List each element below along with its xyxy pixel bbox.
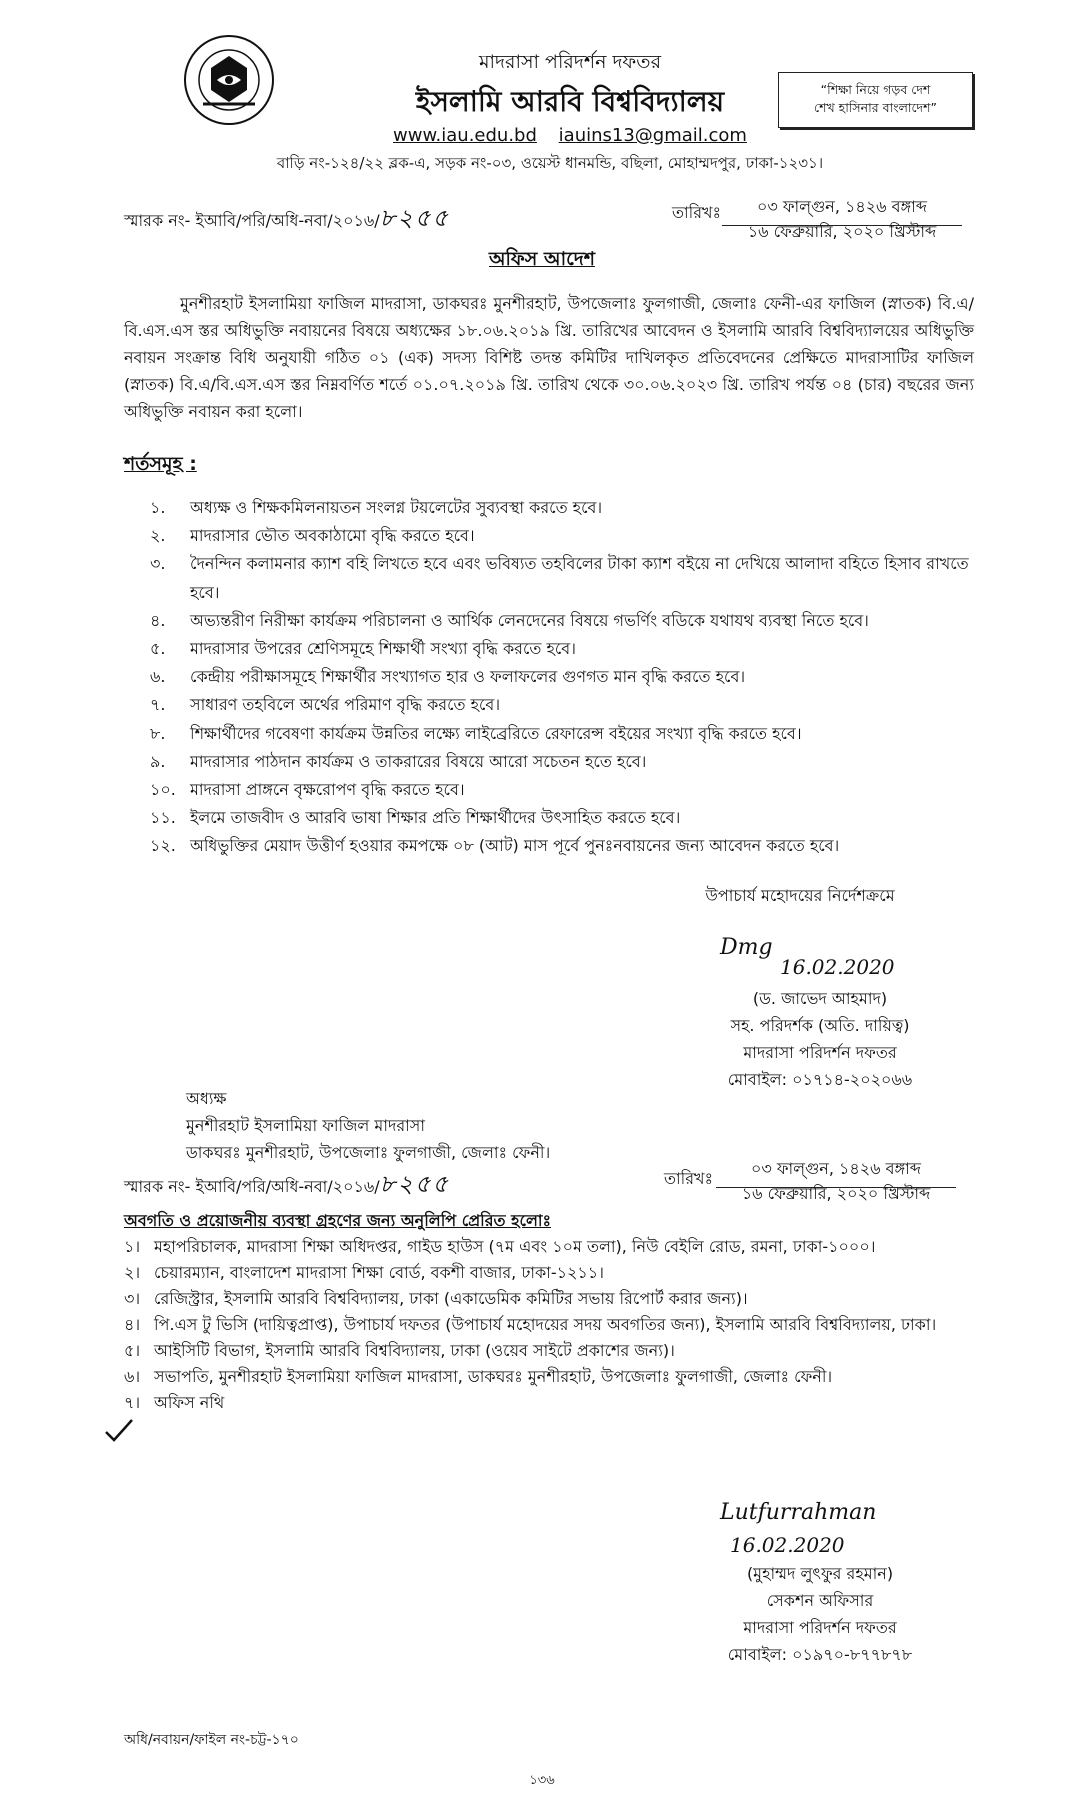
memo-ref-2-label: স্মারক নং- ইআবি/পরি/অধি-নবা/২০১৬/ <box>124 1177 380 1196</box>
memo-2-date-english: ১৬ ফেব্রুয়ারি, ২০২০ খ্রিস্টাব্দ <box>741 1184 931 1203</box>
order-paragraph: মুনশীরহাট ইসলামিয়া ফাজিল মাদরাসা, ডাকঘরঃ মুনশীরহাট, উপজেলাঃ ফুলগাজী, জেলাঃ ফেনী-এর ফাজিল (স্নাতক) বি.এ/বি.এস.এস স্তর অধিভুক্তি নবায়নের বিষয়ে অধ্যক্ষের ১৮.০৬.২০১৯ খ্রি. তারিখের আবেদন ও ইসলামি আরবি বিশ্ববিদ্যালয়ের অধিভুক্তি নবায়ন সংক্রান্ত বিধি অনুযায়ী গঠিত ০১ (এক) সদস্য বিশিষ্ট তদন্ত কমিটির দাখিলকৃত প্রতিবেদনের প্রেক্ষিতে মাদরাসাটির ফাজিল (স্নাতক) বি.এ/বি.এস.এস স্তর নিম্নবর্ণিত শর্তে ০১.০৭.২০১৯ খ্রি. তারিখ থেকে ৩০.০৬.২০২৩ খ্রি. তারিখ পর্যন্ত ০৪ (চার) বছরের জন্য অধিভুক্তি নবায়ন করা হলো। <box>124 294 974 421</box>
signatory-2-mobile: মোবাইল: ০১৯৭০-৮৭৭৮৭৮ <box>727 1645 913 1664</box>
slogan-box <box>778 72 973 128</box>
signatory-1-mobile: মোবাইল: ০১৭১৪-২০২০৬৬ <box>727 1070 913 1089</box>
list-item: ৬। সভাপতি, মুনশীরহাট ইসলামিয়া ফাজিল মাদরাসা, ডাকঘরঃ মুনশীরহাট, উপজেলাঃ ফুলগাজী, জেলাঃ ফেনী। <box>124 1367 833 1386</box>
memo-date-label: তারিখঃ <box>672 203 722 222</box>
conditions-list <box>150 494 980 861</box>
signatory-1-name: (ড. জাভেদ আহমাদ) <box>752 989 888 1008</box>
signatory-1-designation: সহ. পরিদর্শক (অতি. দায়িত্ব) <box>730 1016 910 1035</box>
memo-ref-2 <box>124 1166 450 1206</box>
recipient-address: ডাকঘরঃ মুনশীরহাট, উপজেলাঃ ফুলগাজী, জেলাঃ ফেনী। <box>186 1143 551 1162</box>
copy-heading: অবগতি ও প্রয়োজনীয় ব্যবস্থা গ্রহণের জন্য অনুলিপি প্রেরিত হলোঃ <box>124 1211 552 1230</box>
list-item: ৫। আইসিটি বিভাগ, ইসলামি আরবি বিশ্ববিদ্যালয়, ঢাকা (ওয়েব সাইটে প্রকাশের জন্য)। <box>124 1341 675 1360</box>
list-item: ৭. সাধারণ তহবিলে অর্থের পরিমাণ বৃদ্ধি করতে হবে। <box>150 695 501 715</box>
memo-ref-2-number: ৮২৫৫ <box>379 1170 450 1198</box>
memo-ref-number: ৮২৫৫ <box>379 204 450 232</box>
list-item: ৭। অফিস নথি <box>124 1393 225 1412</box>
signatory-1-office: মাদরাসা পরিদর্শন দফতর <box>743 1043 897 1062</box>
signatory-2-office: মাদরাসা পরিদর্শন দফতর <box>743 1618 897 1637</box>
memo-ref <box>124 200 450 240</box>
website-link[interactable]: www.iau.edu.bd <box>393 125 537 146</box>
recipient-title: অধ্যক্ষ <box>186 1089 227 1108</box>
copy-list <box>124 1234 974 1416</box>
list-item: ১. অধ্যক্ষ ও শিক্ষকমিলনায়তন সংলগ্ন টয়লেটের সুব্যবস্থা করতে হবে। <box>150 498 603 517</box>
office-name: মাদরাসা পরিদর্শন দফতর <box>478 51 662 73</box>
list-item: ৮. শিক্ষার্থীদের গবেষণা কার্যক্রম উন্নতির লক্ষ্যে লাইব্রেরিতে রেফারেন্স বইয়ের সংখ্যা বৃদ্ধি করতে হবে। <box>150 723 802 743</box>
signature-1: Dmg <box>720 935 773 960</box>
email-link[interactable]: iauins13@gmail.com <box>558 125 747 146</box>
list-item: ৩। রেজিস্ট্রার, ইসলামি আরবি বিশ্ববিদ্যালয়, ঢাকা (একাডেমিক কমিটির সভায় রিপোর্ট করার জন্য)। <box>124 1289 748 1308</box>
list-item: ১১. ইলমে তাজবীদ ও আরবি ভাষা শিক্ষার প্রতি শিক্ষার্থীদের উৎসাহিত করতে হবে। <box>150 808 681 828</box>
memo-date-bangla: ০৩ ফাল্গুন, ১৪২৬ বঙ্গাব্দ <box>722 194 962 226</box>
list-item: ৪। পি.এস টু ভিসি (দায়িত্বপ্রাপ্ত), উপাচার্য দফতর (উপাচার্য মহোদয়ের সদয় অবগতির জন্য), ইসলামি আরবি বিশ্ববিদ্যালয়, ঢাকা। <box>124 1315 937 1334</box>
memo-2-date-label: তারিখঃ <box>664 1169 714 1188</box>
list-item: ১। মহাপরিচালক, মাদরাসা শিক্ষা অধিদপ্তর, গাইড হাউস (৭ম এবং ১০ম তলা), নিউ বেইলি রোড, রমনা, ঢাকা-১০০০। <box>124 1237 876 1256</box>
list-item: ৩. দৈনন্দিন কলামনার ক্যাশ বহি লিখতে হবে এবং ভবিষ্যত তহবিলের টাকা ক্যাশ বইয়ে না দেখিয়ে আলাদা বহিতে হিসাব রাখতে হবে। <box>150 554 969 602</box>
signatory-1-block <box>680 985 960 1093</box>
check-mark-icon <box>100 1416 140 1446</box>
file-number: অধি/নবায়ন/ফাইল নং-চট্ট-১৭০ <box>124 1732 299 1748</box>
signature-2: Lutfurrahman <box>720 1500 877 1525</box>
signatory-2-block <box>680 1560 960 1668</box>
memo-2-date-bangla: ০৩ ফাল্গুন, ১৪২৬ বঙ্গাব্দ <box>716 1156 956 1188</box>
slogan-line-2: শেখ হাসিনার বাংলাদেশ” <box>814 100 937 115</box>
signature-2-date: 16.02.2020 <box>730 1533 845 1557</box>
signature-1-date: 16.02.2020 <box>780 955 895 979</box>
university-logo <box>183 34 275 126</box>
list-item: ৬. কেন্দ্রীয় পরীক্ষাসমূহে শিক্ষার্থীর সংখ্যাগত হার ও ফলাফলের গুণগত মান বৃদ্ধি করতে হবে। <box>150 667 746 687</box>
list-item: ৫. মাদরাসার উপরের শ্রেণিসমূহে শিক্ষার্থী সংখ্যা বৃদ্ধি করতে হবে। <box>150 639 576 659</box>
address-line: বাড়ি নং-১২৪/২২ ব্লক-এ, সড়ক নং-০৩, ওয়েস্ট ধানমন্ডি, বছিলা, মোহাম্মদপুর, ঢাকা-১২৩১। <box>276 154 824 172</box>
recipient-block <box>186 1085 550 1166</box>
slogan-line-1: “শিক্ষা নিয়ে গড়ব দেশ <box>820 82 931 97</box>
document-title: অফিস আদেশ <box>489 248 595 270</box>
list-item: ১০. মাদরাসা প্রাঙ্গনে বৃক্ষরোপণ বৃদ্ধি করতে হবে। <box>150 780 465 800</box>
page-number: ১৩৬ <box>529 1773 555 1788</box>
by-order-line: উপাচার্য মহোদয়ের নির্দেশক্রমে <box>705 886 895 905</box>
memo-ref-label: স্মারক নং- ইআবি/পরি/অধি-নবা/২০১৬/ <box>124 211 380 230</box>
list-item: ৪. অভ্যন্তরীণ নিরীক্ষা কার্যক্রম পরিচালনা ও আর্থিক লেনদেনের বিষয়ে গভর্ণিং বডিকে যথাযথ ব্যবস্থা নিতে হবে। <box>150 610 869 630</box>
memo-date-english: ১৬ ফেব্রুয়ারি, ২০২০ খ্রিস্টাব্দ <box>747 222 937 241</box>
university-name: ইসলামি আরবি বিশ্ববিদ্যালয় <box>415 85 725 118</box>
conditions-heading: শর্তসমূহ : <box>124 453 197 475</box>
list-item: ৯. মাদরাসার পাঠদান কার্যক্রম ও তাকরারের বিষয়ে আরো সচেতন হতে হবে। <box>150 751 647 771</box>
signatory-2-name: (মুহাম্মদ লুৎফুর রহমান) <box>746 1564 894 1583</box>
signatory-2-designation: সেকশন অফিসার <box>766 1591 874 1610</box>
list-item: ১২. অধিভুক্তির মেয়াদ উত্তীর্ণ হওয়ার কমপক্ষে ০৮ (আট) মাস পূর্বে পুনঃনবায়নের জন্য আবেদন করতে হবে। <box>150 836 840 856</box>
contact-line <box>360 125 780 146</box>
recipient-institution: মুনশীরহাট ইসলামিয়া ফাজিল মাদরাসা <box>186 1116 426 1135</box>
list-item: ২। চেয়ারম্যান, বাংলাদেশ মাদরাসা শিক্ষা বোর্ড, বকশী বাজার, ঢাকা-১২১১। <box>124 1263 604 1282</box>
list-item: ২. মাদরাসার ভৌত অবকাঠামো বৃদ্ধি করতে হবে। <box>150 526 475 546</box>
